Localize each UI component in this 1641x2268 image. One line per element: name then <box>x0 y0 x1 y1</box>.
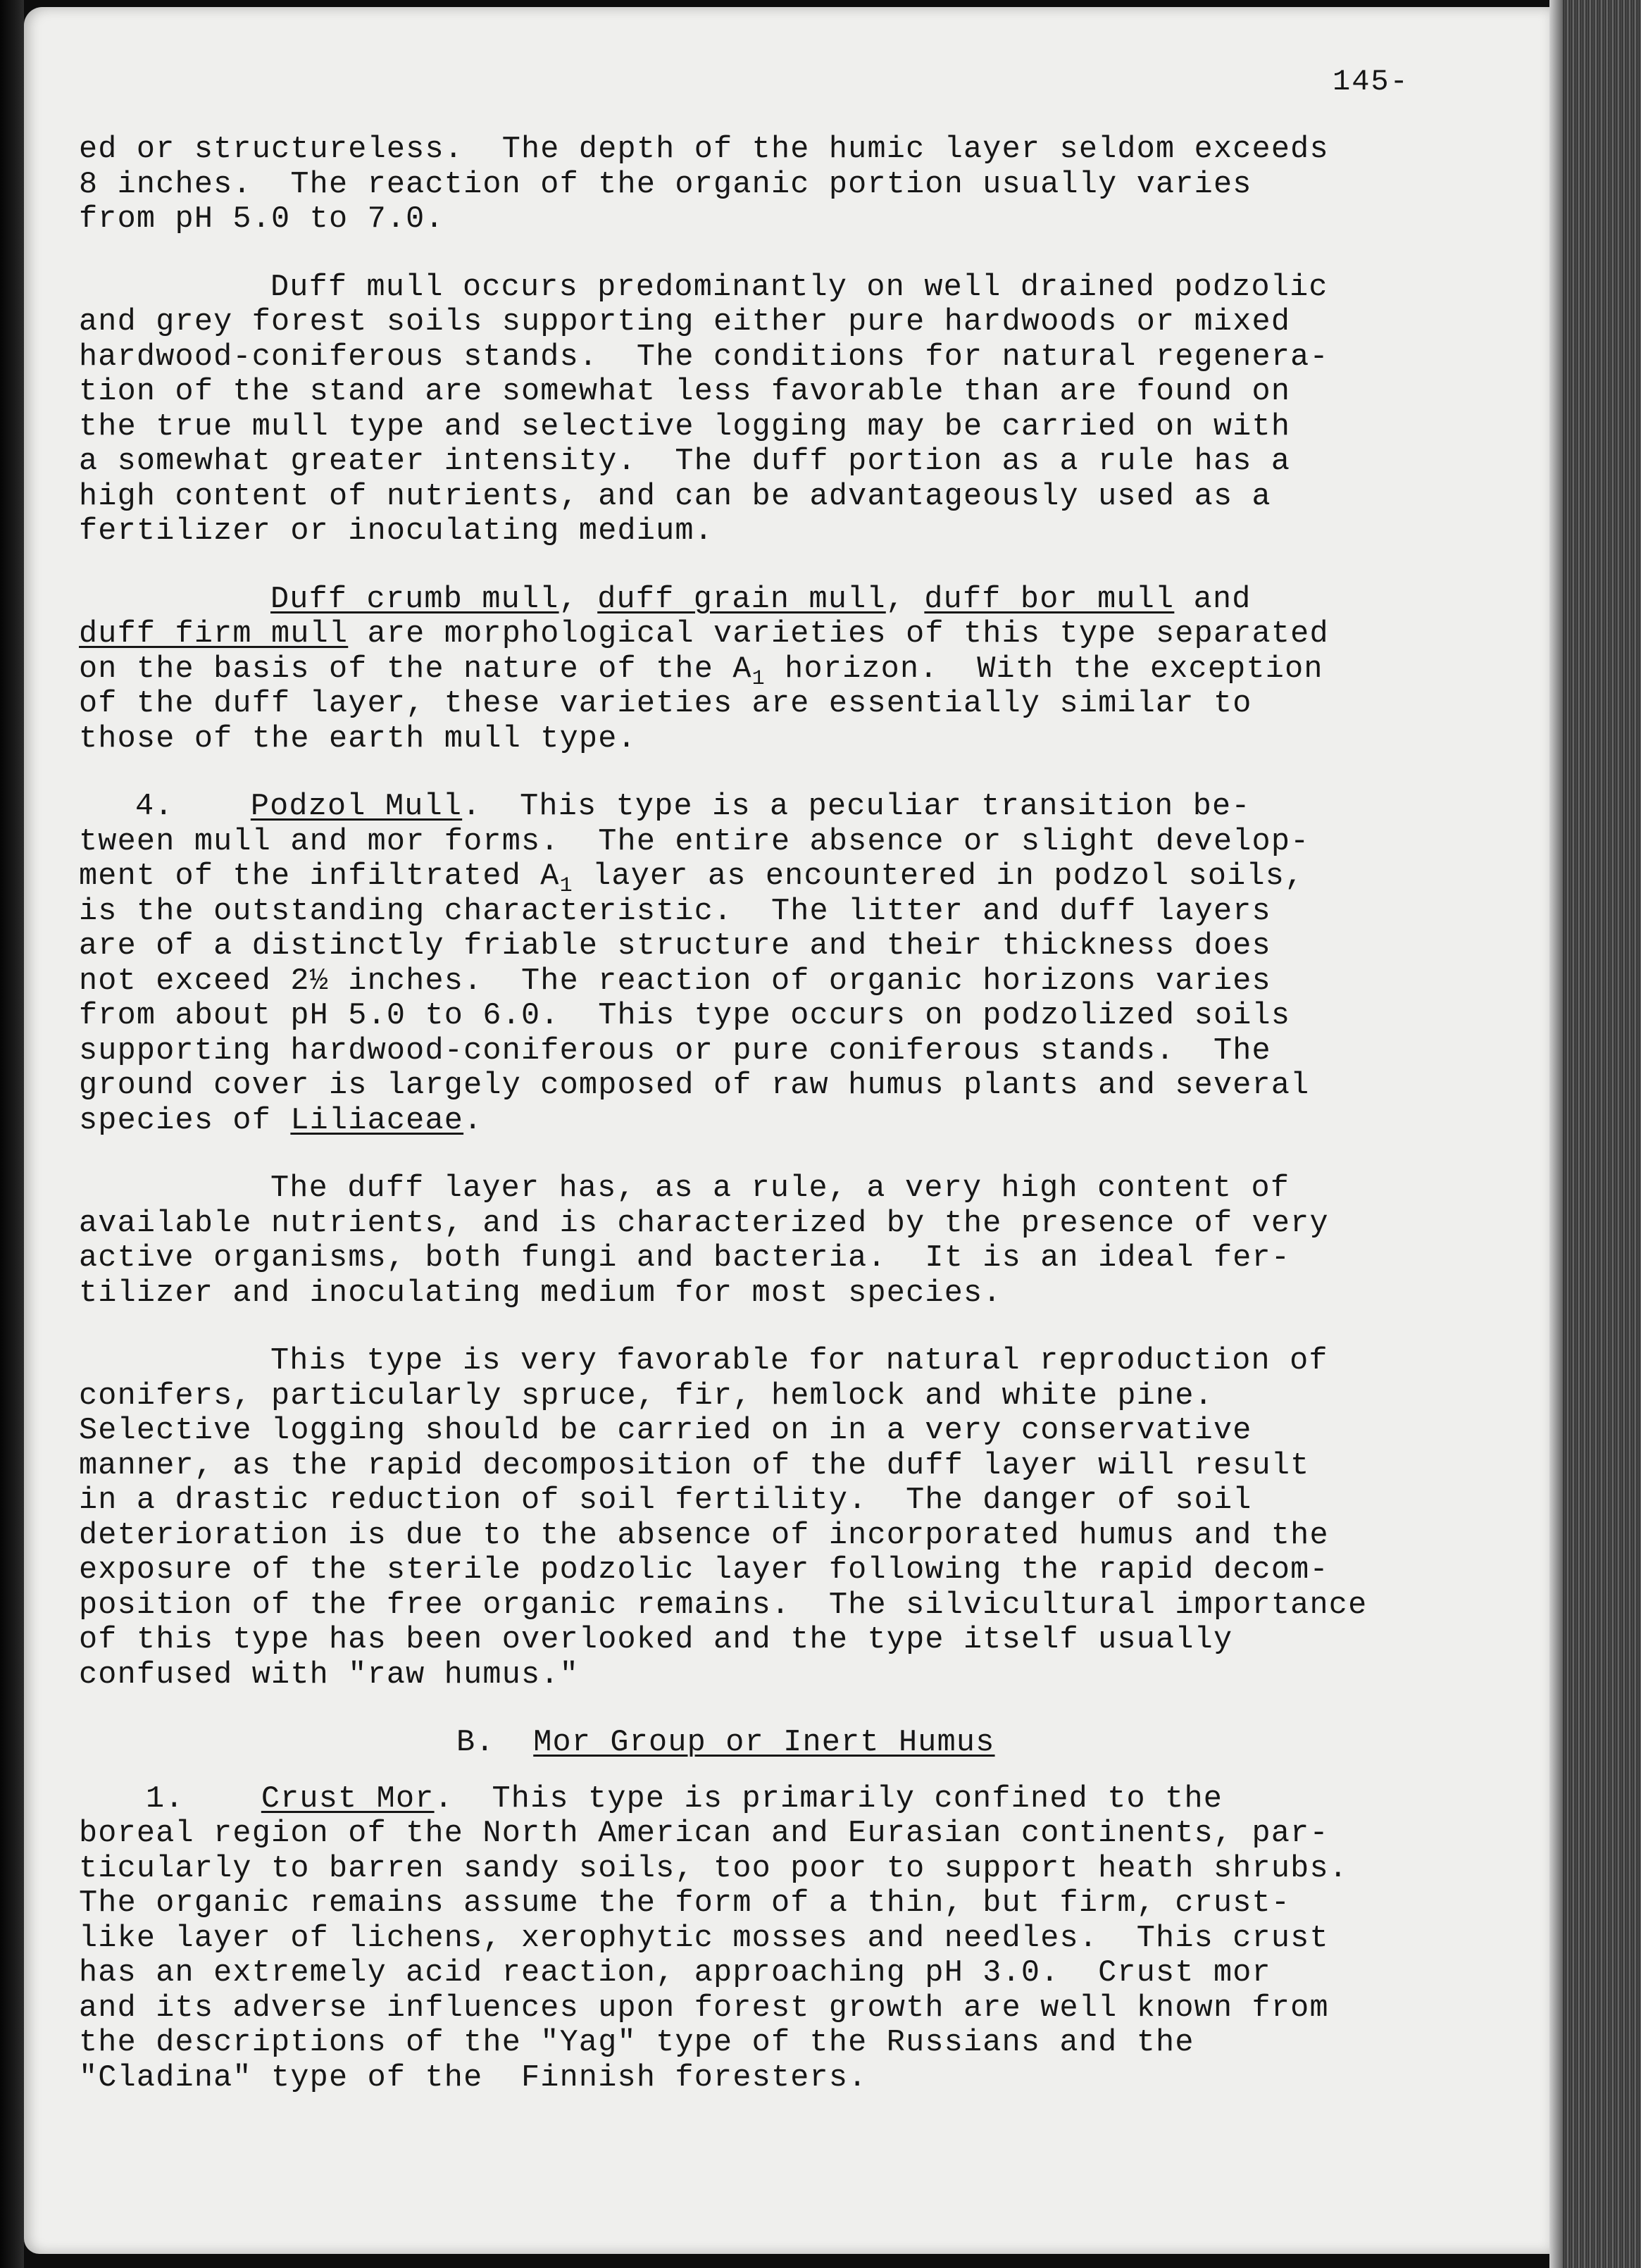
text-line: "Cladina" type of the Finnish foresters. <box>79 2060 868 2095</box>
text-line: active organisms, both fungi and bacteria. It is an ideal fer- <box>79 1241 1291 1276</box>
text-line: exposure of the sterile podzolic layer following the rapid decom- <box>79 1553 1329 1588</box>
text-line: those of the earth mull type. <box>79 721 637 756</box>
underlined-term: Liliaceae <box>290 1103 464 1138</box>
text-line: hardwood-coniferous stands. The conditions for natural regenera- <box>79 339 1329 375</box>
text-line: not exceed 2½ inches. The reaction of organic horizons varies <box>79 964 1271 999</box>
underlined-term: duff firm mull <box>79 617 349 652</box>
text-line: Duff mull occurs predominantly on well drained podzolic <box>270 270 1328 305</box>
text-line: ed or structureless. The depth of the humic layer seldom exceeds <box>79 132 1329 167</box>
item-number: 4. <box>135 790 251 824</box>
text-line: from about pH 5.0 to 6.0. This type occurs on podzolized soils <box>79 999 1291 1033</box>
page-number: 145- <box>1333 65 1409 99</box>
text-line: conifers, particularly spruce, fir, hemlock and white pine. <box>79 1378 1213 1414</box>
text-line: 4. Podzol Mull. This type is a peculiar transition be- <box>135 790 1251 824</box>
underlined-term: Crust Mor <box>261 1781 435 1817</box>
text-line: the descriptions of the "Yag" type of the Russians and the <box>79 2026 1194 2060</box>
book-page-edges <box>1549 0 1641 2268</box>
underlined-term: duff bor mull <box>924 582 1175 617</box>
text-line: in a drastic reduction of soil fertility. The danger of soil <box>79 1483 1252 1518</box>
text-line: Selective logging should be carried on in a very conservative <box>79 1414 1252 1448</box>
text-line: The duff layer has, as a rule, a very high content of <box>270 1171 1290 1206</box>
text-line: like layer of lichens, xerophytic mosses and needles. This crust <box>79 1921 1329 1956</box>
text-line: from pH 5.0 to 7.0. <box>79 202 444 237</box>
text-line: The organic remains assume the form of a thin, but firm, crust- <box>79 1886 1291 1921</box>
text-line: and its adverse influences upon forest growth are well known from <box>79 1990 1329 2026</box>
text-line: confused with "raw humus." <box>79 1657 579 1693</box>
text-line: of the duff layer, these varieties are essentially similar to <box>79 687 1252 721</box>
text-line: 8 inches. The reaction of the organic portion usually varies <box>79 167 1252 202</box>
text-line: available nutrients, and is characterized by the presence of very <box>79 1206 1329 1241</box>
text-line: This type is very favorable for natural reproduction of <box>270 1344 1328 1378</box>
text-line: ticularly to barren sandy soils, too poor to support heath shrubs. <box>79 1851 1349 1886</box>
text-line: and grey forest soils supporting either pure hardwoods or mixed <box>79 305 1291 339</box>
text-line: position of the free organic remains. The silvicultural importance <box>79 1588 1368 1623</box>
text-line: boreal region of the North American and Eurasian continents, par- <box>79 1817 1329 1851</box>
text-line: fertilizer or inoculating medium. <box>79 514 714 549</box>
text-line: species of Liliaceae. <box>79 1103 483 1138</box>
text-line: duff firm mull are morphological varieties of this type separated <box>79 617 1329 652</box>
underlined-term: Podzol Mull <box>250 790 463 824</box>
page-body <box>79 132 1477 2095</box>
subscript: 1 <box>559 874 573 898</box>
text-line: the true mull type and selective logging may be carried on with <box>79 409 1291 444</box>
text-line: supporting hardwood-coniferous or pure coniferous stands. The <box>79 1033 1271 1068</box>
section-heading-title: Mor Group or Inert Humus <box>533 1726 995 1760</box>
underlined-term: Duff crumb mull <box>270 582 559 617</box>
item-number: 1. <box>146 1781 261 1817</box>
underlined-term: duff grain mull <box>597 582 886 617</box>
text-line: ground cover is largely composed of raw humus plants and several <box>79 1068 1310 1103</box>
text-line: tilizer and inoculating medium for most species. <box>79 1276 1002 1311</box>
text-line: manner, as the rapid decomposition of the duff layer will result <box>79 1448 1310 1483</box>
text-line: ment of the infiltrated $A_1$ layer as encountered in podzol soils, <box>79 859 1304 898</box>
book-gutter-shadow <box>0 0 24 2268</box>
text-line: high content of nutrients, and can be advantageously used as a <box>79 479 1271 514</box>
subscript: 1 <box>751 666 766 691</box>
section-heading: B. Mor Group or Inert Humus <box>456 1726 995 1760</box>
text-line: tween mull and mor forms. The entire absence or slight develop- <box>79 824 1310 859</box>
text-line: has an extremely acid reaction, approaching pH 3.0. Crust mor <box>79 1956 1271 1990</box>
text-line: of this type has been overlooked and the type itself usually <box>79 1623 1233 1657</box>
text-line: are of a distinctly friable structure and their thickness does <box>79 929 1271 964</box>
text-line: is the outstanding characteristic. The litter and duff layers <box>79 894 1271 929</box>
text-line: tion of the stand are somewhat less favorable than are found on <box>79 375 1291 409</box>
text-line: a somewhat greater intensity. The duff portion as a rule has a <box>79 444 1291 479</box>
text-line: deterioration is due to the absence of incorporated humus and the <box>79 1518 1329 1553</box>
text-line: on the basis of the nature of the $A_1$ horizon. With the exception <box>79 652 1323 691</box>
text-line: 1. Crust Mor. This type is primarily confined to the <box>146 1781 1223 1817</box>
text-line: Duff crumb mull, duff grain mull, duff bor mull and <box>270 582 1252 617</box>
